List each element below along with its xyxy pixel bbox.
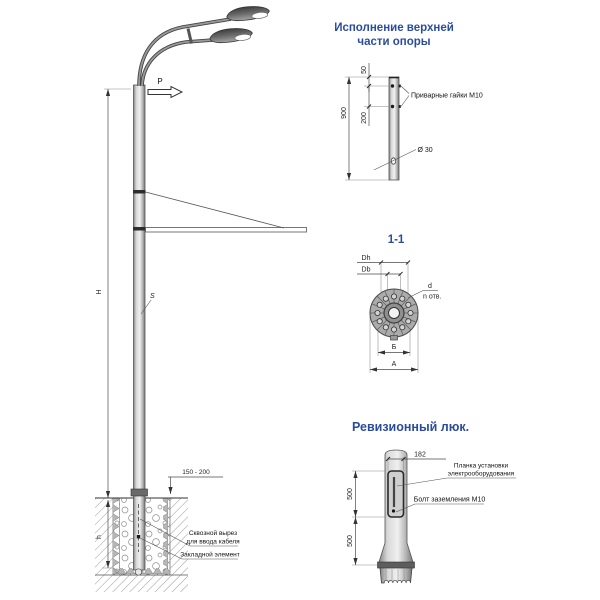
thickness-label: S: [150, 293, 155, 300]
hole-count-label: n отв.: [423, 293, 442, 301]
flange-bolt-hole: [377, 302, 382, 307]
upper-arm-tube: [139, 19, 231, 86]
svg-text:Б: Б: [391, 344, 397, 351]
embedded-element-note: Закладной элемент: [180, 551, 240, 559]
dimension-H: [96, 89, 131, 498]
ground-clearance-callout: [168, 469, 223, 494]
formwork-zigzag-left: [113, 498, 120, 575]
welded-nut-side-lower: [399, 105, 401, 108]
welded-nuts-label: Приварные гайки М10: [411, 92, 483, 100]
dimension-200: [361, 86, 371, 126]
luminaire-upper: [226, 4, 270, 22]
hole-30-callout: [374, 147, 433, 170]
section-title: 1-1: [387, 234, 405, 246]
dimension-Db: [357, 267, 403, 277]
flange-bolt-hole: [377, 319, 382, 324]
flange-bolt-hole: [406, 302, 411, 307]
ground-bolt: [392, 509, 395, 512]
base-skirt: [380, 568, 412, 583]
main-pole-view: [95, 4, 307, 592]
dimension-500-lower: [347, 517, 377, 565]
pole-joint-upper: [133, 190, 146, 194]
embedment-label: h: [96, 535, 103, 539]
flange-bolt-hole: [391, 327, 396, 332]
svg-text:182: 182: [414, 451, 426, 459]
ground-bolt-callout: [396, 497, 485, 513]
lower-arm-tube: [142, 40, 213, 86]
upper-arm-outline: [139, 19, 231, 86]
hole-d-label: d: [428, 283, 432, 290]
flange-bolt-hole: [383, 325, 388, 330]
revision-hatch-detail: [347, 420, 516, 583]
flange-bolt-hole: [391, 294, 396, 299]
flange-bottom-tab: [391, 336, 398, 341]
svg-text:200: 200: [361, 112, 368, 124]
force-annotation: [148, 77, 182, 98]
plate-callout: [397, 463, 516, 487]
cross-arm-brace: [146, 192, 285, 228]
section-1-1: [357, 234, 442, 373]
dimension-50: [361, 63, 371, 92]
dimension-Dh: [357, 255, 410, 265]
force-arrow-icon: [148, 87, 182, 98]
top-detail-title-line1: Исполнение верхней: [334, 22, 454, 34]
top-of-pole-detail: [334, 22, 483, 180]
hatch-title: Ревизионный люк.: [352, 420, 470, 434]
embedded-element-marker: [137, 535, 140, 538]
embedded-element-foot: [135, 569, 141, 575]
dimension-900: [341, 77, 349, 180]
flange-bolt-hole: [408, 310, 413, 315]
svg-text:500: 500: [347, 488, 354, 500]
height-label: H: [96, 289, 103, 295]
luminaire-lower: [209, 26, 253, 44]
plate-label-line1: Планка установки: [453, 462, 509, 470]
svg-text:50: 50: [361, 66, 368, 74]
flange-center-hole: [389, 308, 400, 319]
flange-bolt-hole: [400, 296, 405, 301]
welded-nut-lower: [391, 105, 394, 108]
hole-diameter-label: Ø 30: [417, 147, 433, 154]
flange-bolt-hole: [406, 319, 411, 324]
base-band: [378, 562, 415, 568]
bracket-arms: [139, 4, 270, 86]
cable-note-line2: для ввода кабеля: [186, 538, 240, 546]
cable-note-line1: Сквозной вырез: [188, 530, 238, 537]
dimension-500-upper: [347, 471, 385, 517]
pole-base-collar: [131, 489, 148, 496]
lower-arm-outline: [142, 40, 213, 86]
ground-bolt-label: Болт заземления М10: [413, 496, 486, 504]
top-detail-title-line2: части опоры: [357, 36, 431, 48]
ground-clearance-value: 150 - 200: [182, 469, 210, 476]
flange-bolt-hole: [383, 296, 388, 301]
svg-text:900: 900: [341, 107, 348, 119]
pole-tube: [134, 85, 146, 570]
pole-shaft: [131, 85, 148, 575]
dimension-A-cyr: [370, 361, 418, 370]
formwork-zigzag-right: [163, 498, 170, 575]
force-label: P: [157, 77, 163, 86]
svg-text:А: А: [391, 361, 397, 368]
welded-nut-side-upper: [399, 85, 401, 88]
dimension-B-cyr: [378, 344, 410, 353]
pole-joint-lower: [133, 227, 146, 231]
svg-text:500: 500: [347, 535, 354, 547]
svg-text:Dh: Dh: [361, 255, 371, 262]
svg-text:Db: Db: [361, 266, 371, 274]
cross-arm-bar: [146, 228, 307, 233]
welded-nut-upper: [391, 84, 394, 87]
flange-bolt-hole: [375, 310, 380, 315]
plate-label-line2: электрооборудования: [447, 470, 515, 478]
soil-hatch-bottom: [95, 575, 188, 592]
flange-bolt-hole: [400, 325, 405, 330]
cross-arm: [146, 192, 307, 232]
